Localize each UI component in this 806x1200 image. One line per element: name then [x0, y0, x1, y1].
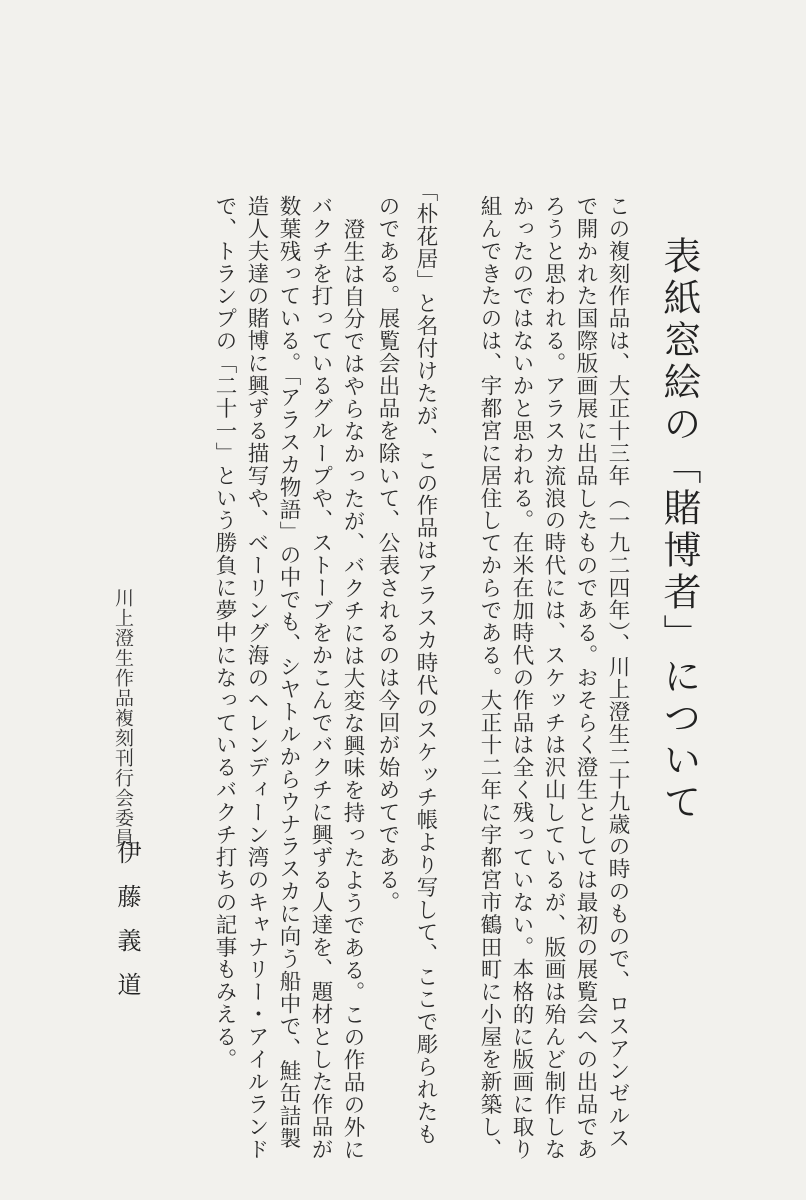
body-line: で開かれた国際版画展に出品したものである。おそらく澄生としては最初の展覧会への出品であ	[573, 195, 598, 1161]
page-title: 表紙窓絵の「賭博者」について	[657, 236, 701, 824]
body-line: かったのではないかと思われる。在米在加時代の作品は全く残っていない。本格的に版画に取り	[509, 195, 534, 1161]
body-line: で、トランプの「二十一」という勝負に夢中になっているバクチ打ちの記事もみえる。	[212, 195, 237, 1071]
body-line: 組んできたのは、宇都宮に居住してからである。大正十二年に宇都宮市鶴田町に小屋を新築し、	[477, 195, 502, 1161]
body-line: 「朴花居」と名付けたが、この作品はアラスカ時代のスケッチ帳より写して、ここで彫られたも	[413, 180, 438, 1146]
body-line: 澄生は自分ではやらなかったが、バクチには大変な興味を持ったようである。この作品の外に	[340, 218, 365, 1161]
body-line: 数葉残っている。「アラスカ物語」の中でも、シヤトルからウナラスカに向う船中で、鮭缶詰製	[276, 195, 301, 1150]
body-line: ろうと思われる。アラスカ流浪の時代には、スケッチは沢山しているが、版画は殆んど制作しな	[541, 195, 566, 1161]
body-line: 造人夫達の賭博に興ずる描写や、ベーリング海のヘレンディーン湾のキャナリー・アイルランド	[244, 195, 269, 1161]
body-line: この複刻作品は、大正十三年（一九二四年）、川上澄生二十九歳の時のもので、ロスアンゼルス	[605, 195, 630, 1150]
body-line: のである。展覧会出品を除いて、公表されるのは今回が始めてである。	[375, 195, 400, 914]
committee-name: 川上澄生作品複刻刊行会委員	[112, 588, 134, 848]
author-name: 伊藤義道	[113, 840, 141, 1016]
body-line: バクチを打っているグループや、ストーブをかこんでバクチに興ずる人達を、題材とした作品が	[308, 195, 333, 1161]
